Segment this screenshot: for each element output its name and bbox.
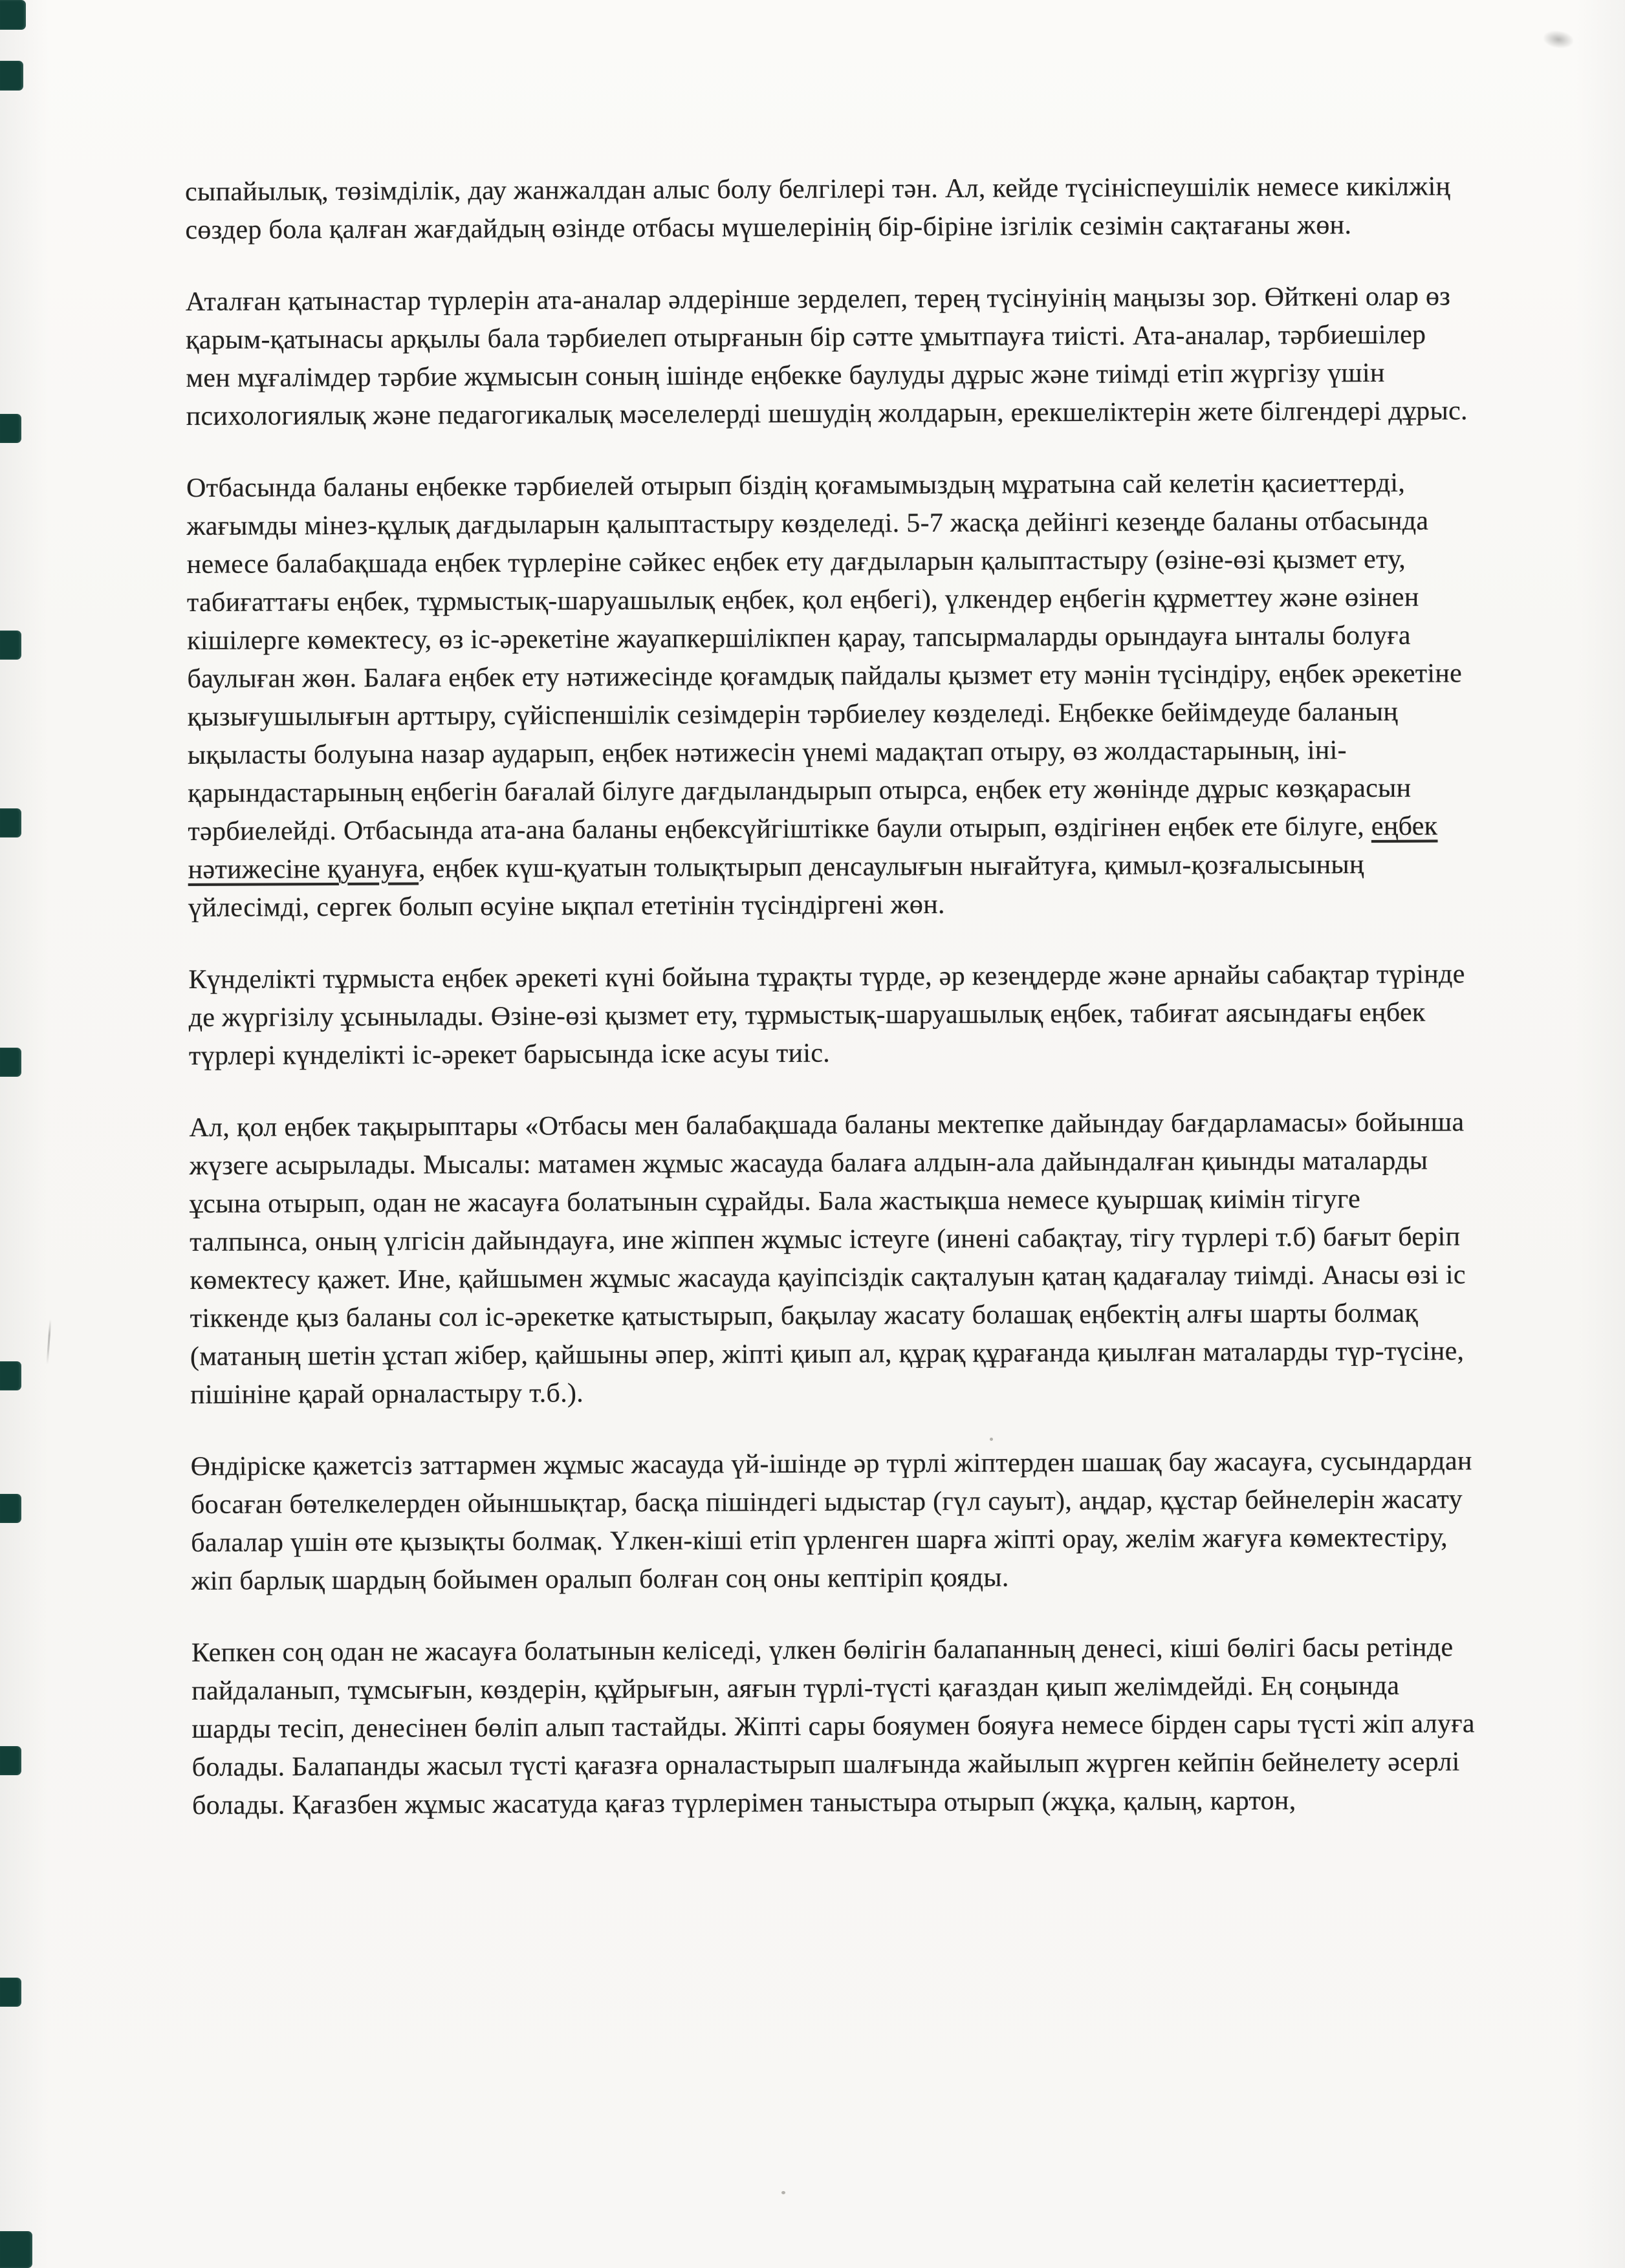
text-segment: Кепкен соң одан не жасауға болатынын келіседі, үлкен бөлігін балапанның денесі, кіші бөлігі басы ретінде пайдаланып, тұмсығын, көздерін, құйрығын, аяғын түрлі-түсті қағаздан қиып желімдейді. Ең соңында шарды тесіп, денесінен бөліп алып тастайды. Жіпті сары бояумен бояуға немесе бірден сары түсті жіп алуға болады. Балапанды жасыл түсті қағазға орналастырып шалғында жайылып жүрген кейпін бейнелету әсерлі болады. Қағазбен жұмыс жасатуда қағаз түрлерімен таныстыра отырып (жұқа, қалың, картон,	[191, 1632, 1475, 1820]
scan-edge-mark	[0, 0, 26, 30]
scan-edge-mark	[0, 1746, 21, 1775]
paragraph	[186, 464, 1476, 927]
text-segment: Өндіріске қажетсіз заттармен жұмыс жасауда үй-ішінде әр түрлі жіптерден шашақ бау жасауға, сусындардан босаған бөтелкелерден ойыншықтар, басқа пішіндегі ыдыстар (гүл сауыт), аңдар, құстар бейнелерін жасату балалар үшін өте қызықты болмақ. Үлкен-кіші етіп үрленген шарға жіпті орау, желім жағуға көмектестіру, жіп барлық шардың бойымен оралып болған соң оны кептіріп қояды.	[190, 1446, 1472, 1596]
scan-scratch	[47, 1319, 52, 1365]
paragraph	[188, 955, 1476, 1075]
scan-edge-mark	[0, 1978, 21, 2007]
paragraph	[185, 167, 1472, 250]
scan-edge-mark	[0, 414, 21, 443]
text-segment: Күнделікті тұрмыста еңбек әрекеті күні бойына тұрақты түрде, әр кезеңдерде және арнайы сабақтар түрінде де жүргізілу ұсынылады. Өзіне-өзі қызмет ету, тұрмыстық-шаруашылық еңбек, табиғат аясындағы еңбек түрлері күнделікті іс-әрекет барысында іске асуы тиіс.	[188, 959, 1465, 1071]
scan-edge-mark	[0, 808, 21, 837]
text-segment: Ал, қол еңбек тақырыптары «Отбасы мен балабақшада баланы мектепке дайындау бағдарламасы» бойынша жүзеге асырылады. Мысалы: матамен жұмыс жасауда балаға алдын-ала дайындалған қиынды маталарды ұсына отырып, одан не жасауға болатынын сұрайды. Бала жастықша немесе қуыршақ киімін тігуге талпынса, оның үлгісін дайындауға, ине жіппен жұмыс істеуге (инені сабақтау, тігу түрлері т.б) бағыт беріп көмектесу қажет. Ине, қайшымен жұмыс жасауда қауіпсіздік сақталуын қатаң қадағалау тиімді. Анасы өзі іс тіккенде қыз баланы сол іс-әрекетке қатыстырып, бақылау жасату болашақ еңбектің алғы шарты болмақ (матаның шетін ұстап жібер, қайшыны әпер, жіпті қиып ал, құрақ құрағанда қиылған маталарды түр-түсіне, пішініне қарай орналастыру т.б.).	[189, 1107, 1466, 1410]
scan-edge-mark	[0, 2231, 32, 2268]
scan-edge-mark	[0, 1048, 21, 1077]
scan-edge-mark	[0, 1494, 21, 1523]
scan-edge-mark	[0, 1361, 21, 1390]
scan-smudge	[1542, 29, 1574, 50]
text-segment: сыпайылық, төзімділік, дау жанжалдан алыс болу белгілері тән. Ал, кейде түсініспеушілік немесе кикілжің сөздер бола қалған жағдайдың өзінде отбасы мүшелерінің бір-біріне ізгілік сезімін сақтағаны жөн.	[185, 171, 1451, 245]
scan-speck	[781, 2191, 785, 2194]
paragraph	[191, 1442, 1479, 1601]
paragraph	[191, 1628, 1479, 1825]
scan-edge-mark	[0, 61, 23, 91]
text-block	[185, 167, 1479, 1859]
paragraph	[189, 1103, 1478, 1414]
scan-edge-mark	[0, 631, 21, 660]
text-segment: Отбасында баланы еңбекке тәрбиелей отырып біздің қоғамымыздың мұратына сай келетін қасиеттерді, жағымды мінез-құлық дағдыларын қалыптастыру көзделеді. 5-7 жасқа дейінгі кезеңде баланы отбасында немесе балабақшада еңбек түрлеріне сәйкес еңбек ету дағдыларын қалыптастыру (өзіне-өзі қызмет ету, табиғаттағы еңбек, тұрмыстық-шаруашылық еңбек, қол еңбегі), үлкендер еңбегін құрметтеу және өзінен кішілерге көмектесу, өз іс-әрекетіне жауапкершілікпен қарау, тапсырмаларды орындауға ынталы болуға баулыған жөн. Балаға еңбек ету нәтижесінде қоғамдық пайдалы қызмет ету мәнін түсіндіру, еңбек әрекетіне қызығушылығын арттыру, сүйіспеншілік сезімдерін тәрбиелеу көзделеді. Еңбекке бейімдеуде баланың ықыласты болуына назар аударып, еңбек нәтижесін үнемі мадақтап отыру, өз жолдастарының, іні-қарындастарының еңбегін бағалай білуге дағдыландырып отырса, еңбек ету жөнінде дұрыс көзқарасын тәрбиелейді. Отбасында ата-ана баланы еңбексүйгіштікке баули отырып, өздігінен еңбек ете білуге,	[186, 468, 1463, 847]
text-segment: , еңбек күш-қуатын толықтырып денсаулығын нығайтуға, қимыл-қозғалысының үйлесімді, сергек болып өсуіне ықпал ететінін түсіндіргені жөн.	[188, 850, 1364, 923]
underlined-phrase: еңбек нәтижесіне қуануға	[188, 811, 1438, 885]
paragraph	[186, 277, 1474, 436]
text-segment: Аталған қатынастар түрлерін ата-аналар әлдерінше зерделеп, терең түсінуінің маңызы зор. Өйткені олар өз қарым-қатынасы арқылы бала тәрбиелеп отырғанын бір сәтте ұмытпауға тиісті. Ата-аналар, тәрбиешілер мен мұғалімдер тәрбие жұмысын соның ішінде еңбекке баулуды дұрыс және тиімді етіп жүргізу үшін психологиялық және педагогикалық мәселелерді шешудің жолдарын, ерекшеліктерін жете білгендері дұрыс.	[185, 281, 1468, 431]
